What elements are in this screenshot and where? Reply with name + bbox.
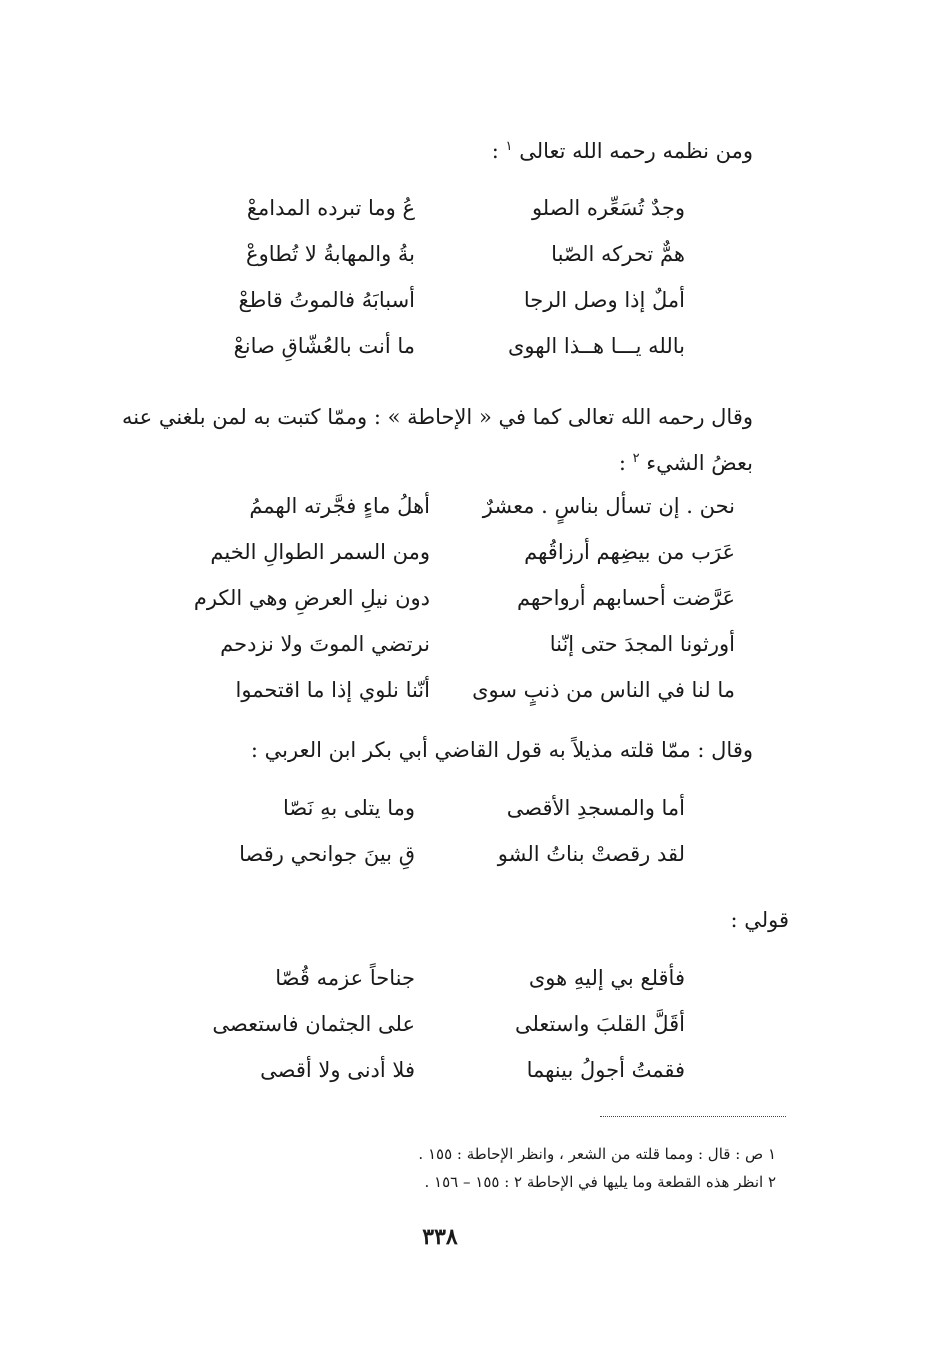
footnotes	[418, 1140, 776, 1196]
verse-line	[140, 632, 735, 678]
second-hemistich: أنّنا نلوي إذا ما اقتحموا	[235, 678, 430, 702]
intro-line-3: وقال : ممّا قلته مذيلاً به قول القاضي أبي بكر ابن العربي :	[250, 738, 753, 762]
verse-line	[140, 586, 735, 632]
footnote-marker: ٢	[632, 451, 640, 466]
second-hemistich: وما يتلى بهِ نَصّا	[282, 796, 415, 820]
poem-3	[200, 796, 685, 888]
intro-colon: :	[618, 451, 626, 475]
verse-line	[200, 1058, 685, 1104]
poem-2	[140, 494, 735, 724]
verse-line	[200, 966, 685, 1012]
intro-2-line-2	[33, 438, 753, 484]
intro-2-line-1: وقال رحمه الله تعالى كما في « الإحاطة » : وممّا كتبت به لمن بلغني عنه	[122, 405, 753, 429]
first-hemistich: بالله يـــا هــذا الهوى	[507, 334, 685, 358]
page-number: ٣٣٨	[422, 1224, 458, 1250]
second-hemistich: ومن السمر الطوالِ الخيم	[210, 540, 430, 564]
first-hemistich: ما لنا في الناس من ذنبٍ سوى	[472, 678, 735, 702]
verse-line	[200, 1012, 685, 1058]
verse-line	[140, 540, 735, 586]
first-hemistich: عَرَب من بيضِهم أرزاقُهم	[524, 540, 735, 564]
first-hemistich: وجدٌ تُسَعِّره الصلو	[531, 196, 685, 220]
first-hemistich: فأقلع بي إليهِ هوى	[528, 966, 685, 990]
verse-line	[200, 842, 685, 888]
intro-line-4: قولي :	[730, 908, 789, 932]
second-hemistich: بةُ والمهابةُ لا تُطاوعْ	[246, 242, 415, 266]
first-hemistich: نحن . إن تسأل بناسٍ . معشرٌ	[482, 494, 735, 518]
first-hemistich: لقد رقصتْ بناتُ الشو	[497, 842, 685, 866]
second-hemistich: نرتضي الموتَ ولا نزدحم	[220, 632, 430, 656]
intro-line-1	[492, 140, 753, 162]
first-hemistich: همٌّ تحركه الصّبا	[551, 242, 685, 266]
footnote-marker: ١	[505, 139, 513, 154]
first-hemistich: أورثونا المجدَ حتى إنّنا	[549, 632, 735, 656]
verse-line	[190, 196, 685, 242]
intro-text: ومن نظمه رحمه الله تعالى	[519, 139, 753, 163]
second-hemistich: جناحاً عزمه قُصّا	[275, 966, 415, 990]
intro-paragraph-2	[33, 396, 753, 484]
second-hemistich: قِ بينَ جوانحي رقصا	[239, 842, 415, 866]
first-hemistich: أقَلَّ القلبَ واستعلى	[514, 1012, 685, 1036]
second-hemistich: على الجثمان فاستعصى	[212, 1012, 415, 1036]
verse-line	[200, 796, 685, 842]
first-hemistich: أما والمسجدِ الأقصى	[506, 796, 685, 820]
poem-1	[190, 196, 685, 380]
first-hemistich: أملٌ إذا وصل الرجا	[523, 288, 685, 312]
intro-colon: :	[491, 139, 499, 163]
second-hemistich: دون نيلِ العرضِ وهي الكرم	[193, 586, 430, 610]
first-hemistich: عَرَّضت أحسابهم أرواحهم	[517, 586, 735, 610]
intro-2-text: بعضُ الشيء	[646, 451, 753, 475]
verse-line	[190, 242, 685, 288]
footnote-2: ٢ انظر هذه القطعة وما يليها في الإحاطة ٢ : ١٥٥ – ١٥٦ .	[424, 1173, 776, 1191]
second-hemistich: ما أنت بالعُشّاقِ صانعْ	[233, 334, 415, 358]
second-hemistich: عُ وما تبرده المدامعْ	[246, 196, 415, 220]
second-hemistich: فلا أدنى ولا أقصى	[260, 1058, 415, 1082]
verse-line	[190, 334, 685, 380]
footnote-1: ١ ص : قال : ومما قلته من الشعر ، وانظر الإحاطة : ١٥٥ .	[418, 1145, 776, 1163]
footnote-divider	[600, 1116, 786, 1117]
poem-4	[200, 966, 685, 1104]
verse-line	[140, 494, 735, 540]
verse-line	[140, 678, 735, 724]
second-hemistich: أسبابَهُ فالموتُ قاطعْ	[238, 288, 415, 312]
first-hemistich: فقمتُ أجولُ بينهما	[526, 1058, 685, 1082]
verse-line	[190, 288, 685, 334]
second-hemistich: أهلُ ماءٍ فجَّرته الهممُ	[249, 494, 430, 518]
